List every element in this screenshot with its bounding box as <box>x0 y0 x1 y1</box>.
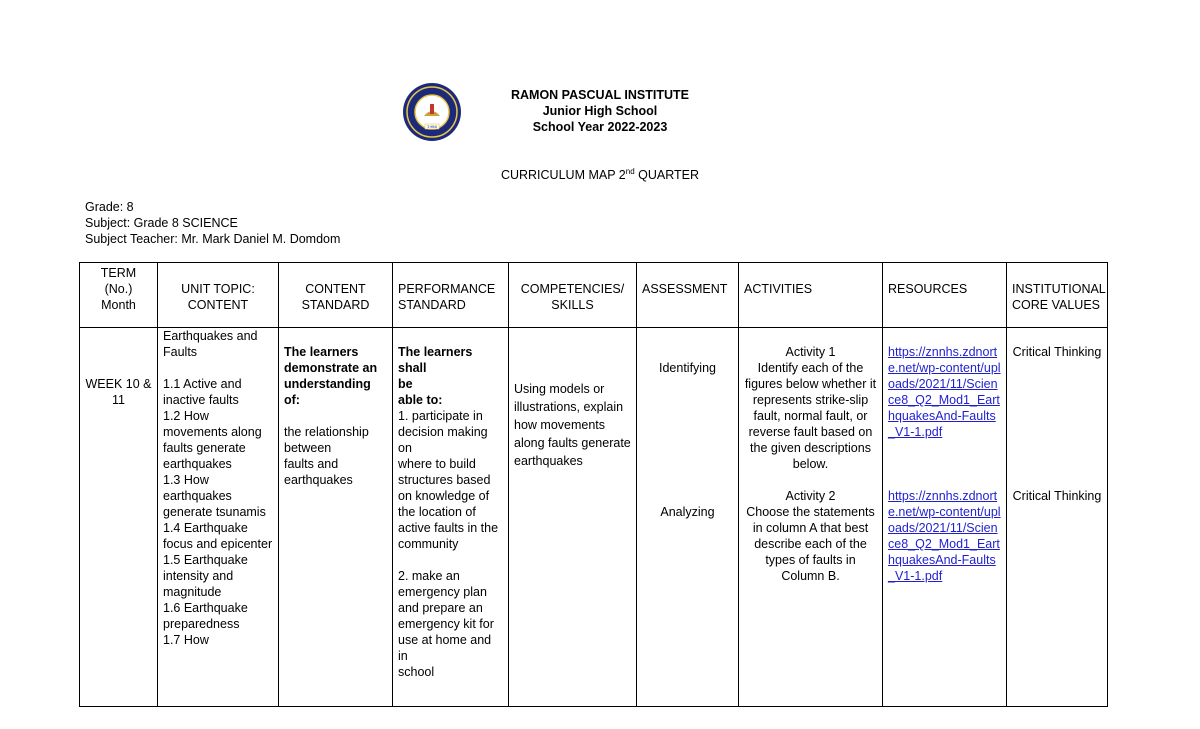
header-content-standard: CONTENT STANDARD <box>279 263 393 328</box>
activity-2: Activity 2 Choose the statements in column A that best describe each of the types of faults in Column B. <box>746 489 875 583</box>
subject-label: Subject: Grade 8 SCIENCE <box>85 216 238 230</box>
cell-competencies: Using models or illustrations, explain how movements along faults generate earthquakes <box>509 328 637 707</box>
core-value-2: Critical Thinking <box>1012 489 1102 503</box>
title-suffix: QUARTER <box>634 168 700 183</box>
cell-unit-topic <box>158 328 279 707</box>
cell-performance-standard <box>393 328 509 707</box>
curriculum-map-table <box>79 262 1108 707</box>
content-standard-text: the relationship between faults and earthquakes <box>284 425 369 487</box>
table-header-row <box>80 263 1108 328</box>
teacher-label: Subject Teacher: Mr. Mark Daniel M. Domdom <box>85 232 341 246</box>
svg-text:1986: 1986 <box>426 124 438 129</box>
grade-label: Grade: 8 <box>85 200 134 214</box>
unit-items: 1.1 Active and inactive faults 1.2 How movements along faults generate earthquakes 1.3 How earthquakes generate tsunamis 1.4 Earthquake focus and epicenter 1.5 Earthquake intensity and magnitude 1.6 Earthquake preparedness 1.7 How <box>163 377 273 647</box>
core-value-1: Critical Thinking <box>1012 345 1102 359</box>
resource-link-1[interactable]: https://znnhs.zdnorte.net/wp-content/uploads/2021/11/Science8_Q2_Mod1_EarthquakesAnd-Faults_V1-1.pdf <box>888 345 1001 439</box>
table-row <box>80 328 1108 707</box>
cell-core-values <box>1007 328 1108 707</box>
assessment-2: Analyzing <box>660 505 715 519</box>
cell-content-standard <box>279 328 393 707</box>
page-title <box>400 167 800 182</box>
header-competencies: COMPETENCIES/ SKILLS <box>509 263 637 328</box>
resource-link-2[interactable]: https://znnhs.zdnorte.net/wp-content/uploads/2021/11/Science8_Q2_Mod1_EarthquakesAnd-Faults_V1-1.pdf <box>888 489 1001 583</box>
cell-resources <box>883 328 1007 707</box>
header-unit-topic: UNIT TOPIC: CONTENT <box>158 263 279 328</box>
unit-title: Earthquakes and Faults <box>163 329 258 359</box>
header-core-values: INSTITUTIONAL CORE VALUES <box>1007 263 1108 328</box>
assessment-1: Identifying <box>659 361 716 375</box>
header-term: TERM (No.) Month <box>80 263 158 328</box>
cell-activities <box>739 328 883 707</box>
school-year: School Year 2022-2023 <box>532 120 668 134</box>
performance-standard-text: 1. participate in decision making on where to build structures based on knowledge of the location of active faults in the community 2. make an emergency plan and prepare an emergency kit for use at home and in school <box>398 409 499 679</box>
header-assessment: ASSESSMENT <box>637 263 739 328</box>
content-standard-lead: The learners demonstrate an understanding of: <box>284 345 378 407</box>
school-level: Junior High School <box>542 104 658 118</box>
header-performance-standard: PERFORMANCE STANDARD <box>393 263 509 328</box>
cell-term: WEEK 10 & 11 <box>80 328 158 707</box>
institute-name: RAMON PASCUAL INSTITUTE <box>510 88 689 102</box>
performance-standard-lead: The learners shall be able to: <box>398 345 473 407</box>
title-prefix: CURRICULUM MAP 2 <box>500 168 626 183</box>
title-superscript: nd <box>625 167 635 176</box>
header-resources: RESOURCES <box>883 263 1007 328</box>
header-activities: ACTIVITIES <box>739 263 883 328</box>
activity-1: Activity 1 Identify each of the figures below whether it represents strike-slip fault, normal fault, or reverse fault based on the given descriptions below. <box>744 345 877 471</box>
cell-assessment <box>637 328 739 707</box>
